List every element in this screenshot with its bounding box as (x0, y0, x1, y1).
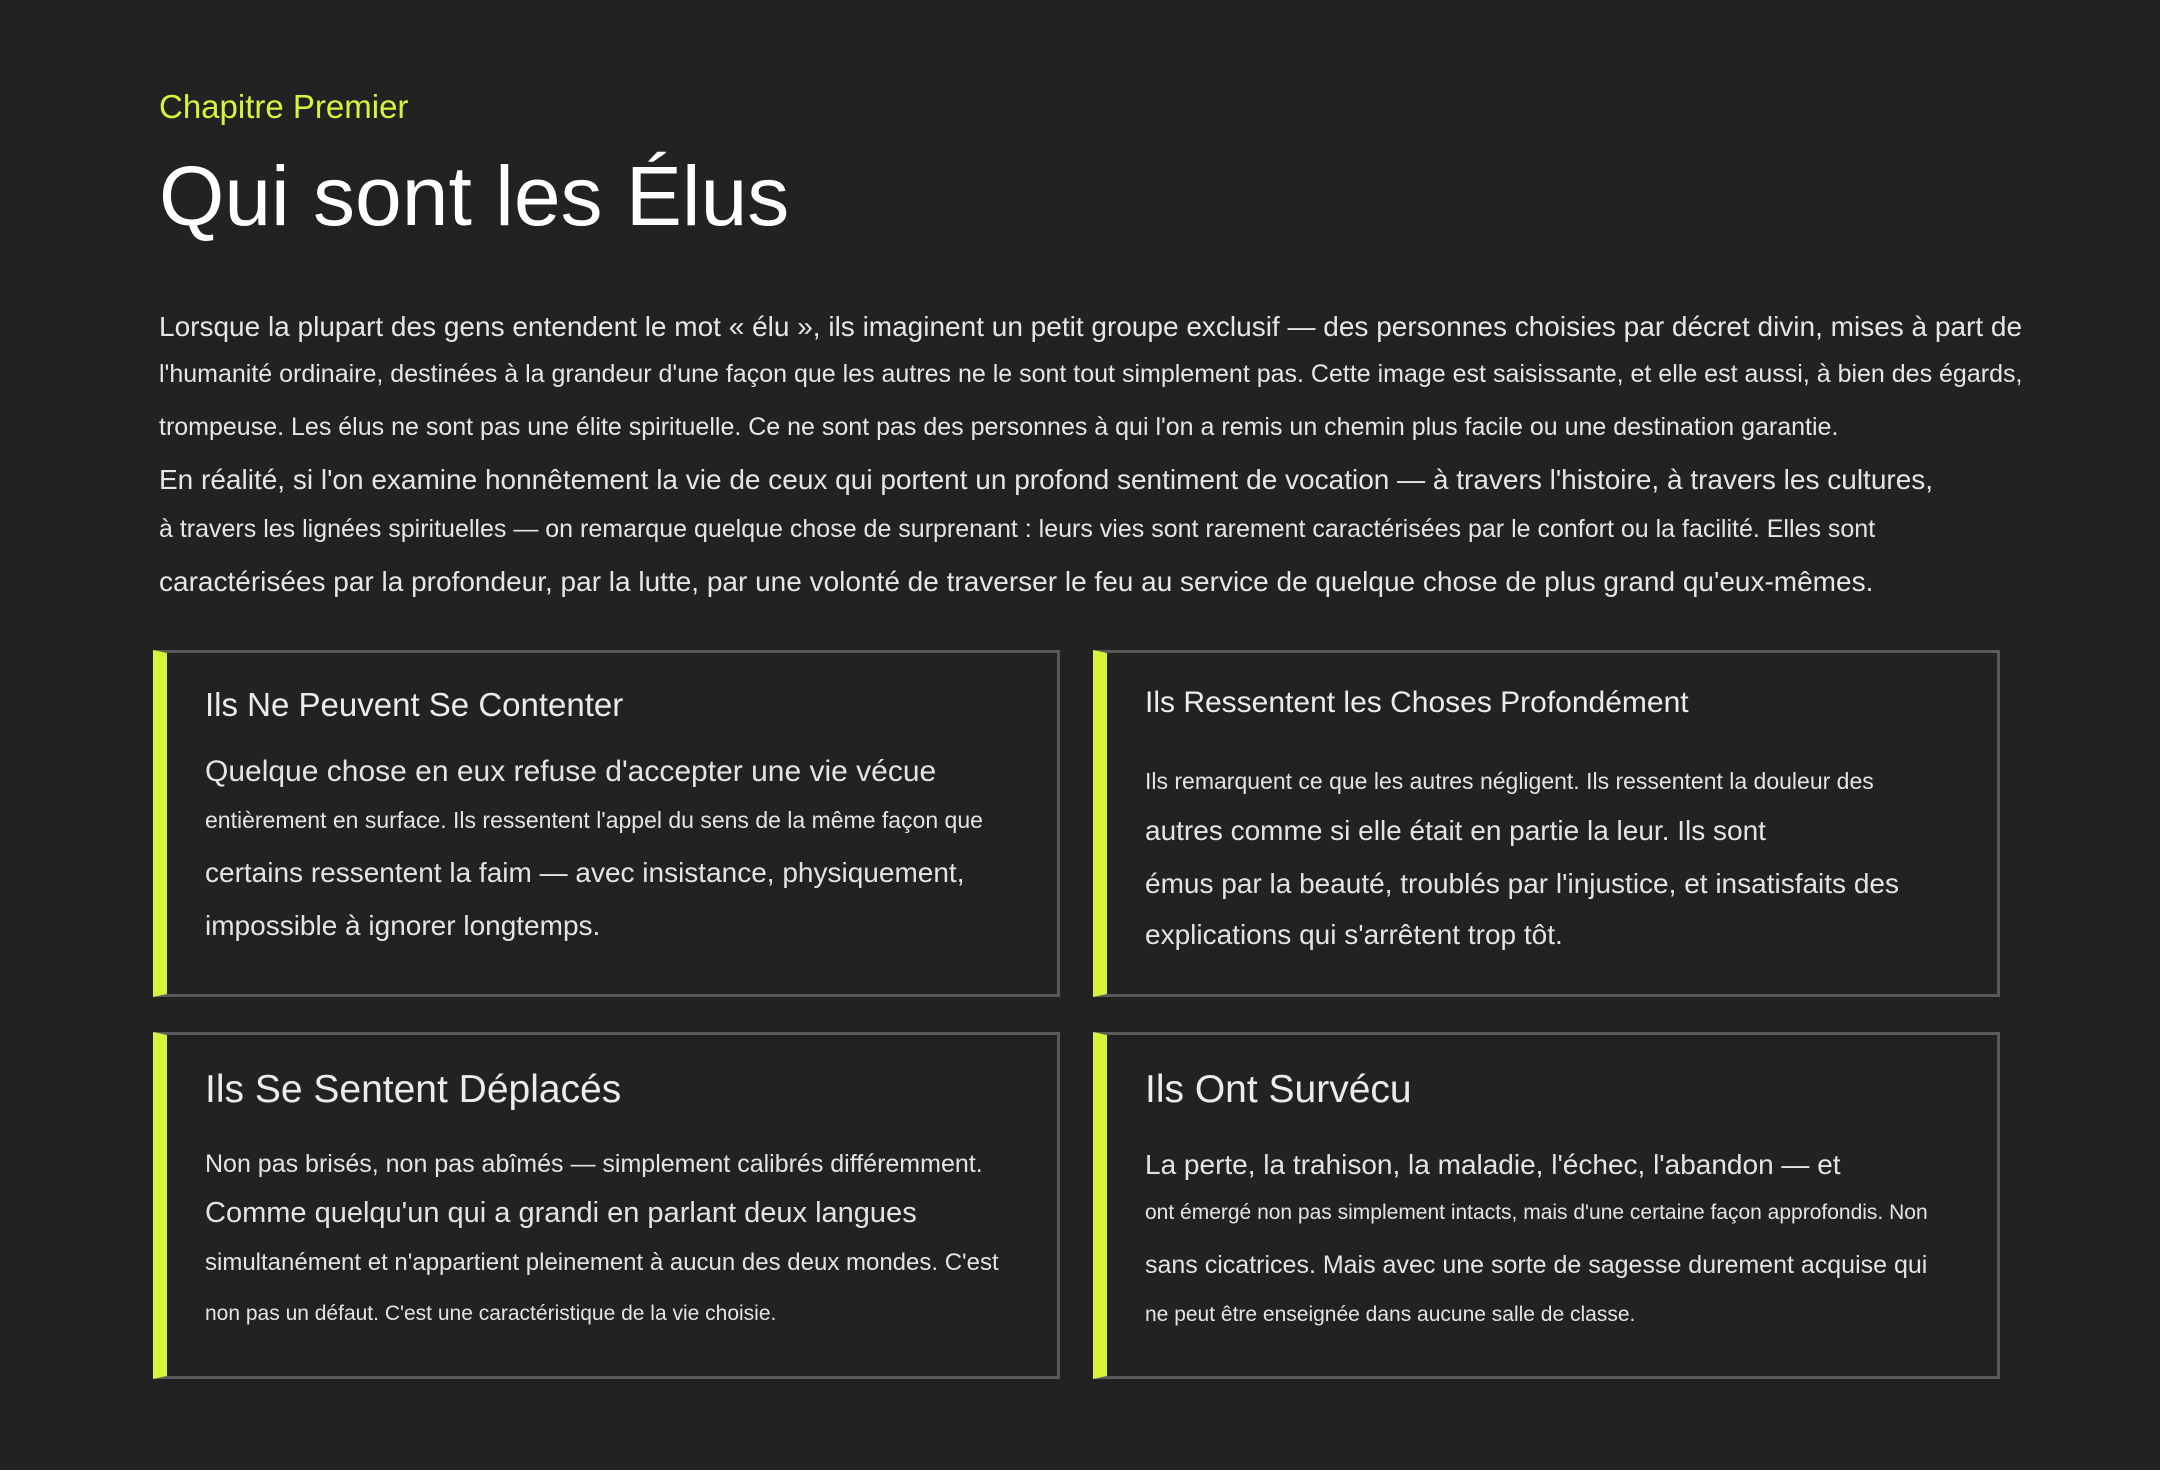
trait-card-body (1145, 759, 1899, 961)
trait-card (153, 650, 1060, 997)
trait-card-title: Ils Ne Peuvent Se Contenter (205, 686, 624, 723)
intro-line: En réalité, si l'on examine honnêtement la vie de ceux qui portent un profond sentiment de vocation — à travers l'histoire, à travers les cultures, (159, 464, 1934, 495)
trait-card-line: autres comme si elle était en partie la leur. Ils sont (1145, 815, 1766, 846)
trait-card (1093, 650, 2000, 997)
trait-card-line: Ils remarquent ce que les autres négligent. Ils ressentent la douleur des (1145, 768, 1874, 794)
trait-card-body (205, 1142, 999, 1342)
trait-card-line: Quelque chose en eux refuse d'accepter une vie vécue (205, 755, 937, 788)
trait-card-title: Ils Ressentent les Choses Profondément (1145, 686, 1689, 719)
trait-card-line: non pas un défaut. C'est une caractéristique de la vie choisie. (205, 1302, 777, 1325)
intro-line: Lorsque la plupart des gens entendent le mot « élu », ils imaginent un petit groupe exclusif — des personnes choisies par décret divin, mises à part de (159, 311, 2023, 342)
trait-card-line: ont émergé non pas simplement intacts, mais d'une certaine façon approfondis. Non (1145, 1201, 1928, 1224)
trait-card (153, 1032, 1060, 1379)
trait-card-line: Comme quelqu'un qui a grandi en parlant deux langues (205, 1197, 917, 1229)
trait-card-line: Non pas brisés, non pas abîmés — simplement calibrés différemment. (205, 1150, 983, 1178)
chapter-title: Qui sont les Élus (159, 149, 790, 243)
trait-card-line: impossible à ignorer longtemps. (205, 910, 601, 941)
trait-card-body (1145, 1141, 1928, 1337)
trait-card (1093, 1032, 2000, 1379)
intro-text (159, 304, 2023, 611)
trait-card-line: explications qui s'arrêtent trop tôt. (1145, 919, 1563, 950)
intro-line: l'humanité ordinaire, destinées à la grandeur d'une façon que les autres ne le sont tout simplement pas. Cette image est saisissante, et elle est aussi, à bien des égards, (159, 360, 2023, 388)
trait-card-body (205, 748, 983, 950)
intro-line: caractérisées par la profondeur, par la lutte, par une volonté de traverser le feu au service de quelque chose de plus grand qu'eux-mêmes. (159, 566, 1874, 597)
trait-card-title: Ils Se Sentent Déplacés (205, 1068, 622, 1111)
chapter-kicker: Chapitre Premier (159, 88, 409, 125)
trait-card-line: simultanément et n'appartient pleinement à aucun des deux mondes. C'est (205, 1249, 999, 1276)
intro-paragraph-1 (159, 304, 2023, 455)
trait-card-line: ne peut être enseignée dans aucune salle de classe. (1145, 1303, 1636, 1326)
trait-card-title: Ils Ont Survécu (1145, 1068, 1412, 1111)
trait-card-line: La perte, la trahison, la maladie, l'échec, l'abandon — et (1145, 1149, 1841, 1180)
intro-line: trompeuse. Les élus ne sont pas une élite spirituelle. Ce ne sont pas des personnes à qui l'on a remis un chemin plus facile ou une destination garantie. (159, 413, 1839, 441)
trait-card-line: certains ressentent la faim — avec insistance, physiquement, (205, 857, 965, 888)
trait-card-line: entièrement en surface. Ils ressentent l'appel du sens de la même façon que (205, 807, 983, 833)
intro-paragraph-2 (159, 455, 2002, 611)
intro-line: à travers les lignées spirituelles — on remarque quelque chose de surprenant : leurs vies sont rarement caractérisées par le confort ou la facilité. Elles sont (159, 515, 1876, 543)
traits-grid (153, 650, 2002, 1380)
trait-card-line: sans cicatrices. Mais avec une sorte de sagesse durement acquise qui (1145, 1251, 1928, 1279)
trait-card-line: émus par la beauté, troublés par l'injustice, et insatisfaits des (1145, 868, 1899, 899)
